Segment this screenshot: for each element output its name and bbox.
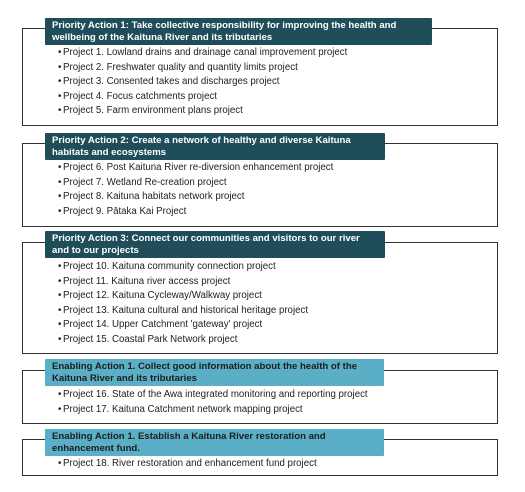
enabling-action-1-information-title: Enabling Action 1. Collect good information about the health of the Kaituna River and its tributaries — [45, 359, 384, 386]
project-list — [58, 46, 347, 119]
project-list — [58, 260, 308, 348]
project-list — [58, 388, 368, 417]
list-item: • Project 18. River restoration and enhancement fund project — [58, 458, 317, 469]
list-item: • Project 9. Pātaka Kai Project — [58, 205, 187, 217]
list-item: • Project 8. Kaituna habitats network project — [58, 191, 245, 203]
list-item: • Project 16. State of the Awa integrated monitoring and reporting project — [58, 389, 368, 400]
enabling-action-1-fund-title: Enabling Action 1. Establish a Kaituna River restoration and enhancement fund. — [45, 429, 384, 456]
list-item: • Project 7. Wetland Re-creation project — [58, 176, 227, 188]
list-item: • Project 10. Kaituna community connection project — [58, 261, 276, 272]
list-item: • Project 11. Kaituna river access project — [58, 275, 231, 287]
list-item: • Project 1. Lowland drains and drainage canal improvement project — [58, 47, 348, 58]
priority-action-3-title: Priority Action 3: Connect our communities and visitors to our river and to our projects — [45, 231, 385, 258]
list-item: • Project 6. Post Kaituna River re-diversion enhancement project — [58, 162, 334, 173]
priority-action-1-title: Priority Action 1: Take collective responsibility for improving the health and wellbeing of the Kaituna River and its tributaries — [45, 18, 432, 45]
project-list — [58, 161, 333, 219]
project-list — [58, 457, 317, 472]
list-item: • Project 14. Upper Catchment 'gateway' project — [58, 319, 263, 331]
priority-action-2-title: Priority Action 2: Create a network of healthy and diverse Kaituna habitats and ecosystems — [45, 133, 385, 160]
list-item: • Project 2. Freshwater quality and quantity limits project — [58, 61, 298, 73]
list-item: • Project 17. Kaituna Catchment network mapping project — [58, 403, 303, 415]
list-item: • Project 15. Coastal Park Network project — [58, 333, 238, 345]
list-item: • Project 4. Focus catchments project — [58, 90, 217, 102]
list-item: • Project 13. Kaituna cultural and historical heritage project — [58, 304, 309, 316]
list-item: • Project 5. Farm environment plans project — [58, 105, 243, 117]
list-item: • Project 3. Consented takes and discharges project — [58, 76, 280, 88]
list-item: • Project 12. Kaituna Cycleway/Walkway project — [58, 290, 262, 302]
